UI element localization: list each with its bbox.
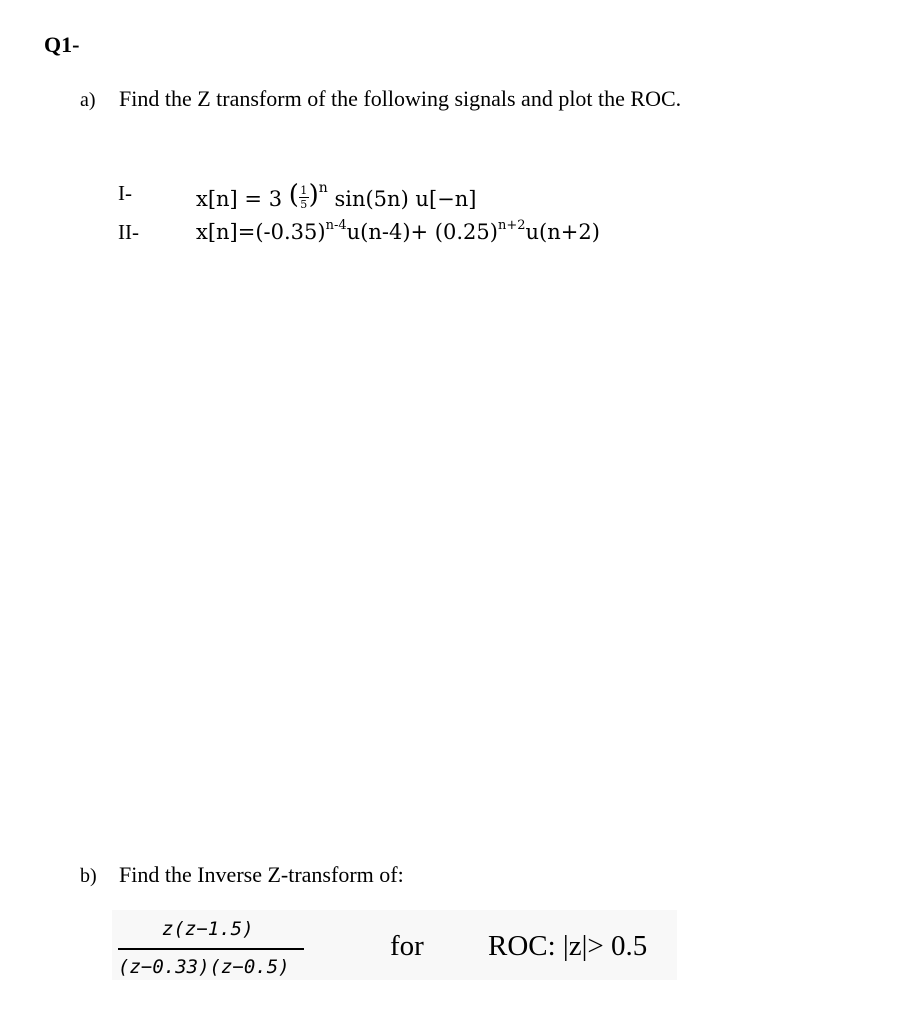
signal-1-exponent: n: [318, 180, 328, 196]
signal-1-formula: [196, 180, 476, 212]
one-fifth-fraction: ( 1 5 ): [288, 180, 319, 211]
item-2-number: II-: [118, 220, 139, 244]
signal-2-exponent-2: n+2: [497, 218, 526, 233]
fraction-numerator: 1: [300, 184, 308, 197]
part-a-label: a): [80, 89, 96, 111]
transform-denominator: (z−0.33)(z−0.5): [118, 956, 290, 978]
signal-1-rhs: sin(5n) u[−n]: [334, 187, 477, 211]
signal-1-lhs: x[n] = 3: [196, 187, 283, 211]
question-title: Q1-: [44, 32, 80, 57]
roc-condition: ROC: |z|> 0.5: [488, 930, 648, 962]
item-1-number: I-: [118, 181, 132, 205]
part-a-text: Find the Z transform of the following signals and plot the ROC.: [119, 86, 682, 111]
fraction-denominator: 5: [300, 198, 308, 211]
signal-2-term-2: u(n-4)+ (0.25): [346, 220, 498, 244]
signal-2-term-1: x[n]=(-0.35): [196, 220, 326, 244]
for-word: for: [390, 930, 424, 962]
signal-2-term-3: u(n+2): [525, 220, 600, 244]
transform-numerator: z(z−1.5): [162, 918, 254, 940]
part-b-text: Find the Inverse Z-transform of:: [119, 862, 404, 887]
part-b-label: b): [80, 865, 97, 887]
signal-2-formula: [196, 218, 600, 244]
signal-2-exponent-1: n-4: [325, 218, 347, 233]
fraction-bar: [118, 948, 304, 950]
